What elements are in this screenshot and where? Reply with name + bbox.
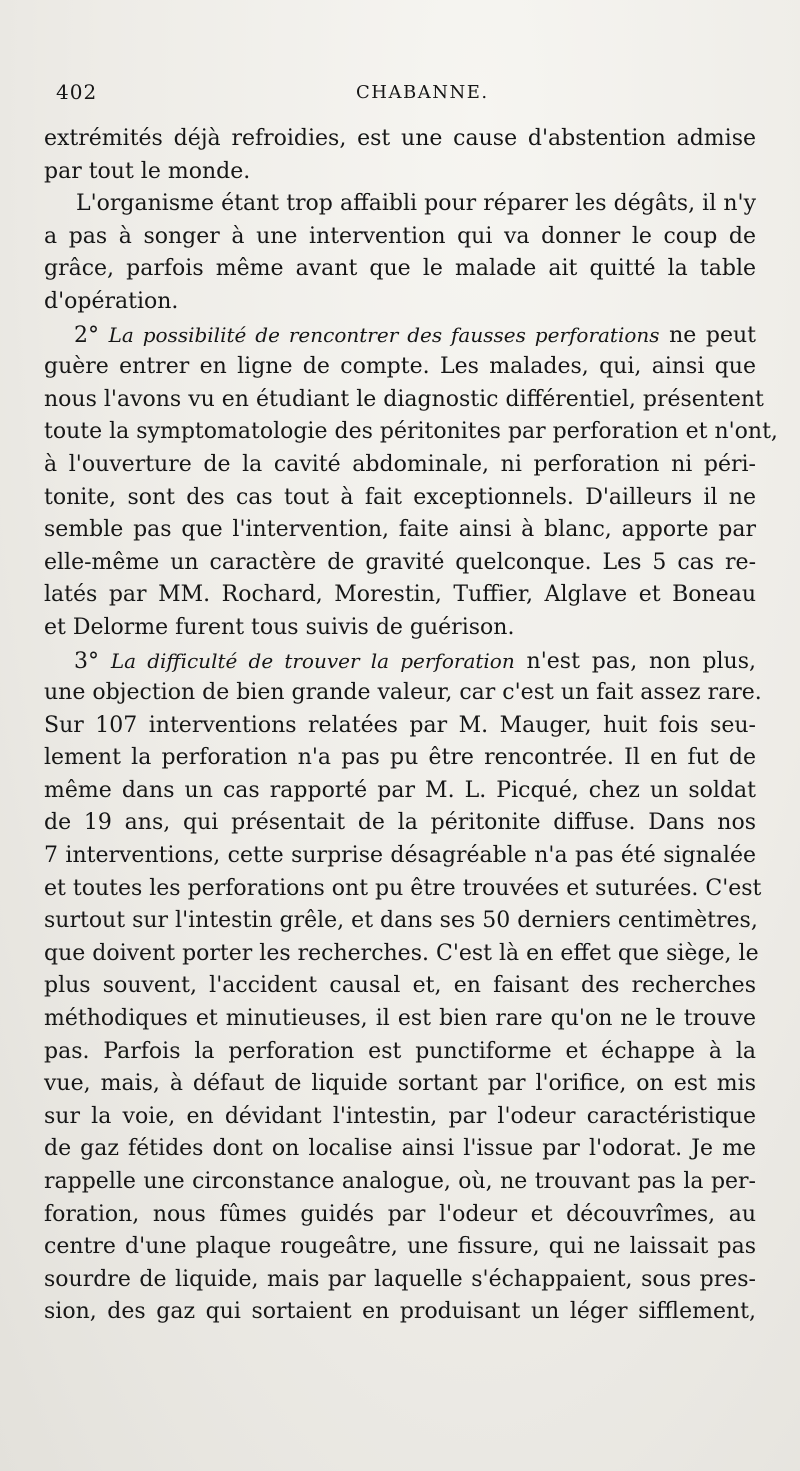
- text-line: sourdre de liquide, mais par laquelle s'échappaient, sous pres-: [44, 1266, 756, 1292]
- text-line: Sur 107 interventions relatées par M. Mauger, huit fois seu-: [44, 712, 756, 738]
- text-line: a pas à songer à une intervention qui va donner le coup de: [44, 223, 756, 249]
- text-line: foration, nous fûmes guidés par l'odeur et découvrîmes, au: [44, 1201, 756, 1227]
- paragraph-heading: La difficulté de trouver la perforation: [110, 648, 515, 673]
- text-line: elle-même un caractère de gravité quelconque. Les 5 cas re-: [44, 549, 756, 575]
- paragraph-number: 2°: [74, 322, 99, 348]
- paragraph-heading-rest: ne peut: [669, 322, 756, 348]
- text-line: extrémités déjà refroidies, est une cause d'abstention admise: [44, 126, 756, 151]
- text-line: L'organisme étant trop affaibli pour réparer les dégâts, il n'y: [76, 191, 756, 217]
- text-line: nous l'avons vu en étudiant le diagnostic différentiel, présentent: [44, 386, 764, 412]
- text-line: de gaz fétides dont on localise ainsi l'issue par l'odorat. Je me: [44, 1136, 756, 1162]
- text-line: tonite, sont des cas tout à fait exceptionnels. D'ailleurs il ne: [44, 484, 756, 510]
- text-line: d'opération.: [44, 288, 179, 314]
- text-line: et Delorme furent tous suivis de guérison.: [44, 614, 515, 640]
- paragraph-heading: La possibilité de rencontrer des fausses perforations: [108, 322, 660, 347]
- paragraph-heading-rest: n'est pas, non plus,: [526, 648, 757, 674]
- text-line: guère entrer en ligne de compte. Les malades, qui, ainsi que: [44, 354, 756, 380]
- text-line: pas. Parfois la perforation est punctiforme et échappe à la: [44, 1038, 756, 1064]
- paragraph-number: 3°: [74, 648, 99, 674]
- text-line: que doivent porter les recherches. C'est là en effet que siège, le: [44, 940, 759, 966]
- text-line: par tout le monde.: [44, 158, 251, 184]
- text-line: plus souvent, l'accident causal et, en faisant des recherches: [44, 973, 756, 999]
- text-line: 7 interventions, cette surprise désagréable n'a pas été signalée: [44, 843, 756, 869]
- text-line: méthodiques et minutieuses, il est bien rare qu'on ne le trouve: [44, 1006, 756, 1032]
- text-line: sur la voie, en dévidant l'intestin, par l'odeur caractéristique: [44, 1103, 756, 1129]
- running-head: CHABANNE.: [356, 82, 489, 103]
- text-line: semble pas que l'intervention, faite ainsi à blanc, apporte par: [44, 517, 756, 543]
- text-line: lement la perforation n'a pas pu être rencontrée. Il en fut de: [44, 745, 756, 771]
- text-line: vue, mais, à défaut de liquide sortant par l'orifice, on est mis: [44, 1071, 756, 1097]
- text-line: et toutes les perforations ont pu être trouvées et suturées. C'est: [44, 875, 762, 901]
- text-line: une objection de bien grande valeur, car c'est un fait assez rare.: [44, 680, 762, 706]
- text-line: centre d'une plaque rougeâtre, une fissure, qui ne laissait pas: [44, 1234, 756, 1260]
- text-line: rappelle une circonstance analogue, où, ne trouvant pas la per-: [44, 1169, 756, 1194]
- text-line: toute la symptomatologie des péritonites par perforation et n'ont,: [44, 419, 778, 445]
- page-number: 402: [56, 80, 98, 104]
- paragraph-heading-line: [44, 319, 756, 352]
- page-header: [56, 80, 756, 112]
- text-line: latés par MM. Rochard, Morestin, Tuffier, Alglave et Boneau: [44, 582, 756, 608]
- body-text: [44, 123, 778, 1329]
- text-line: sion, des gaz qui sortaient en produisant un léger sifflement,: [44, 1299, 756, 1325]
- paragraph-heading-line: [44, 645, 756, 678]
- text-line: grâce, parfois même avant que le malade ait quitté la table: [44, 256, 756, 282]
- text-line: à l'ouverture de la cavité abdominale, ni perforation ni péri-: [44, 451, 756, 477]
- text-line: de 19 ans, qui présentait de la péritonite diffuse. Dans nos: [44, 810, 756, 836]
- text-line: surtout sur l'intestin grêle, et dans ses 50 derniers centimètres,: [44, 908, 758, 934]
- text-line: même dans un cas rapporté par M. L. Picqué, chez un soldat: [44, 777, 756, 803]
